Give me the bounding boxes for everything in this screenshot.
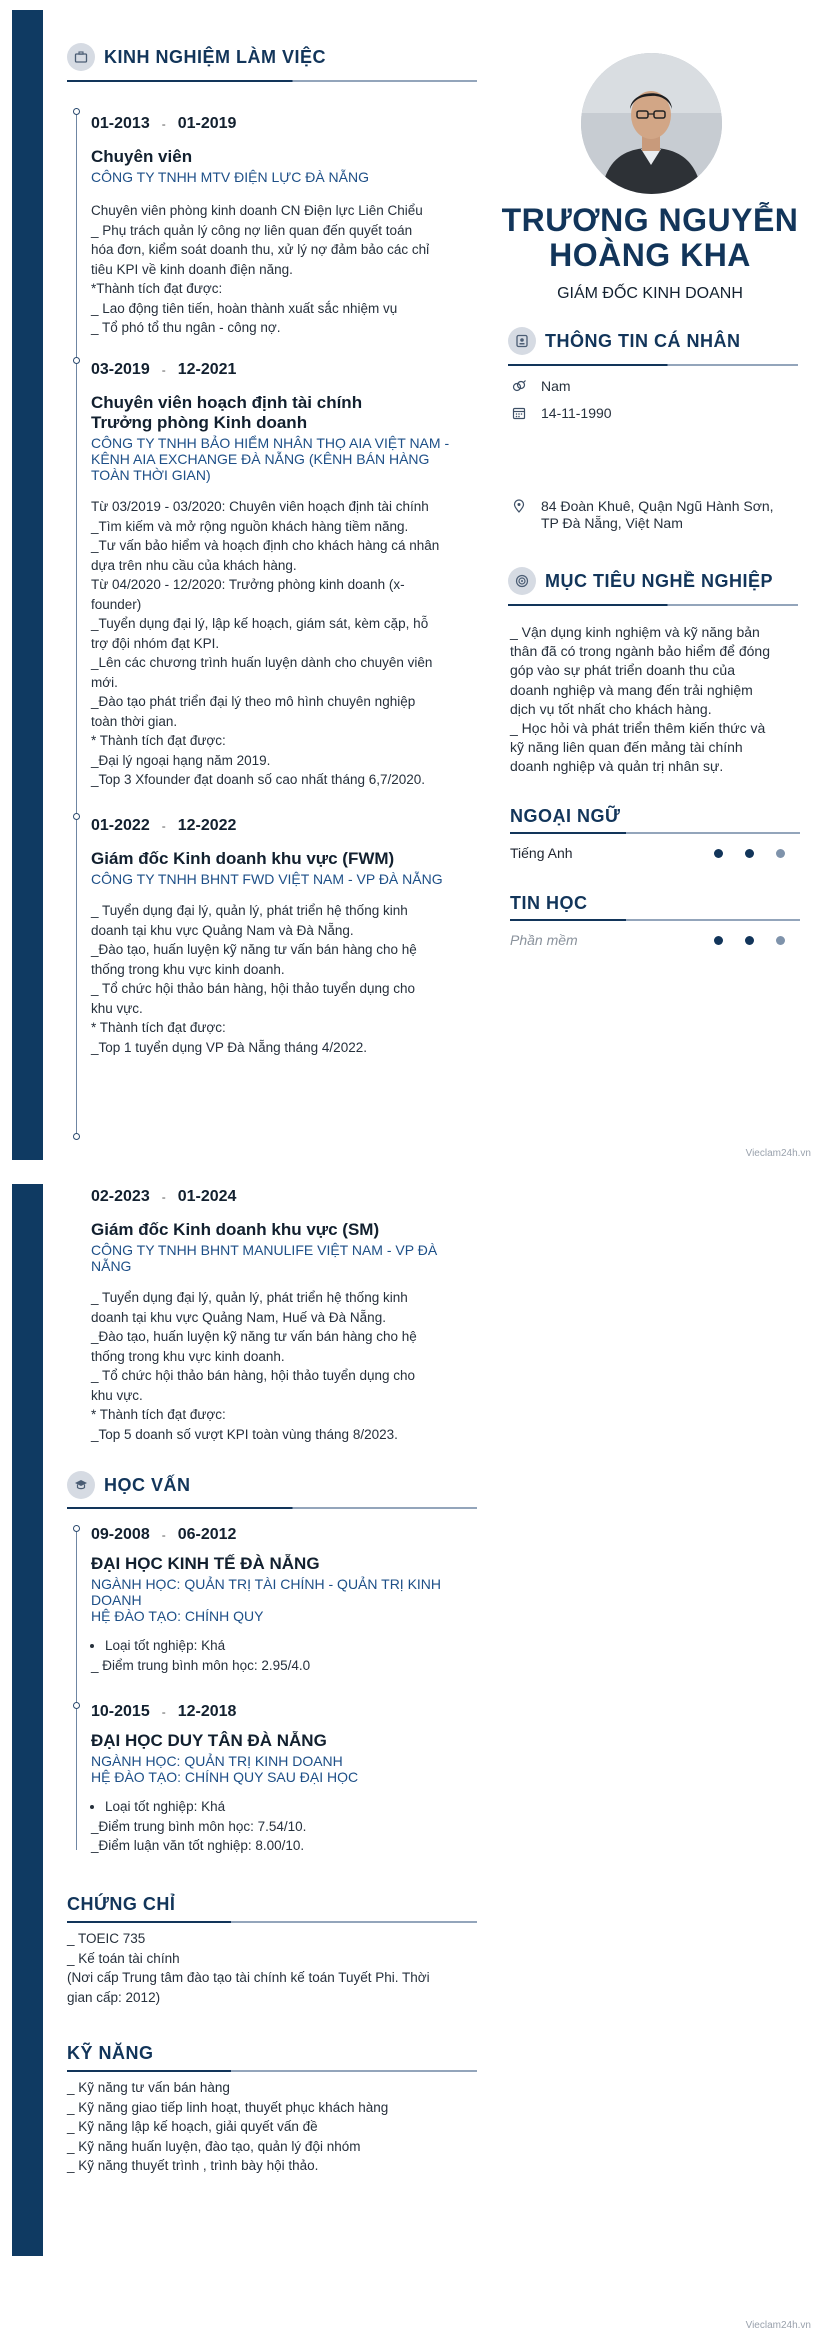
personal-info-heading: THÔNG TIN CÁ NHÂN [545, 330, 741, 351]
start-date: 02-2023 [91, 1188, 150, 1205]
experience-entry [91, 361, 481, 790]
major-info [91, 1576, 481, 1624]
watermark: Vieclam24h.vn [745, 2320, 811, 2331]
major-line: HỆ ĐÀO TẠO: CHÍNH QUY [91, 1608, 264, 1624]
school-name: ĐẠI HỌC DUY TÂN ĐÀ NẴNG [91, 1731, 327, 1750]
major-line: HỆ ĐÀO TẠO: CHÍNH QUY SAU ĐẠI HỌC [91, 1769, 359, 1785]
candidate-name [500, 203, 800, 273]
avatar [581, 53, 722, 194]
objective-heading: MỤC TIÊU NGHỀ NGHIỆP [545, 570, 774, 591]
end-date: 12-2018 [177, 1703, 237, 1720]
entry-dates: 01-2013 - 01-2019 [91, 115, 237, 132]
graduation-cap-icon [67, 1471, 95, 1499]
school-name: ĐẠI HỌC KINH TẾ ĐÀ NẴNG [91, 1554, 320, 1573]
certificate-line: _ TOEIC 735 [67, 1931, 146, 1946]
timeline-dot [73, 357, 80, 364]
gender-value: Nam [541, 378, 571, 394]
company-line: TOÀN THỜI GIAN) [91, 467, 211, 483]
desc-line: trợ đội nhóm đạt KPI. [91, 635, 220, 651]
certificate-line: gian cấp: 2012) [67, 1989, 161, 2005]
objective-text [510, 623, 800, 777]
end-date: 06-2012 [177, 1526, 237, 1543]
start-date: 01-2022 [91, 817, 150, 834]
desc-line: toàn thời gian. [91, 713, 178, 729]
certificates-list [67, 1929, 487, 2007]
detail-line: _ Điểm trung bình môn học: 2.95/4.0 [91, 1657, 311, 1673]
job-description [91, 901, 481, 1057]
major-line: NGÀNH HỌC: QUẢN TRỊ TÀI CHÍNH - QUẢN TRỊ KINH [91, 1576, 442, 1592]
certificates-underline [67, 1921, 477, 1923]
timeline-dot [73, 108, 80, 115]
experience-timeline [76, 108, 77, 1138]
desc-line: *Thành tích đạt được: [91, 281, 223, 296]
skills-heading: KỸ NĂNG [67, 2043, 154, 2063]
timeline-dot [73, 813, 80, 820]
skill-line: _ Kỹ năng thuyết trình , trình bày hội thảo. [67, 2158, 319, 2173]
desc-line: tiêu KPI về kinh doanh điện năng. [91, 261, 293, 277]
desc-line: doanh tại khu vực Quảng Nam, Huế và Đà Nẵng. [91, 1309, 386, 1325]
personal-info-header [508, 327, 741, 355]
language-level-dots [714, 849, 785, 858]
entry-dates: 02-2023 - 01-2024 [91, 1188, 237, 1205]
desc-line: _ Tuyển dụng đại lý, quản lý, phát triển hệ thống kinh [91, 903, 408, 918]
job-role [91, 849, 481, 869]
watermark: Vieclam24h.vn [745, 1148, 811, 1159]
entry-dates: 01-2022 - 12-2022 [91, 817, 237, 834]
language-item [510, 845, 800, 861]
address-line: TP Đà Nẵng, Việt Nam [541, 515, 683, 531]
job-role [91, 393, 481, 433]
objective-line: góp vào sự phát triển doanh thu của [510, 662, 735, 679]
desc-line: khu vực. [91, 1000, 143, 1016]
role-line: Trưởng phòng Kinh doanh [91, 413, 308, 432]
job-title: GIÁM ĐỐC KINH DOANH [557, 285, 743, 302]
company-line: CÔNG TY TNHH BHNT MANULIFE VIỆT NAM - VP ĐÀ [91, 1242, 438, 1258]
major-line: NGÀNH HỌC: QUẢN TRỊ KINH DOANH [91, 1753, 343, 1769]
certificate-line: (Nơi cấp Trung tâm đào tạo tài chính kế toán Tuyết Phi. Thời [67, 1970, 430, 1985]
level-dot-empty [776, 936, 785, 945]
level-dot-filled [714, 849, 723, 858]
desc-line: _Top 3 Xfounder đạt doanh số cao nhất tháng 6,7/2020. [91, 772, 426, 787]
location-pin-icon [512, 499, 526, 513]
language-name: Tiếng Anh [510, 845, 573, 861]
desc-line: _Đào tạo, huấn luyện kỹ năng tư vấn bán hàng cho hệ [91, 1329, 417, 1344]
it-item [510, 932, 800, 948]
desc-line: _Đào tạo phát triển đại lý theo mô hình chuyên nghiệp [91, 694, 416, 709]
desc-line: Từ 03/2019 - 03/2020: Chuyên viên hoạch định tài chính [91, 499, 429, 514]
start-date: 03-2019 [91, 361, 150, 378]
address-row [512, 498, 774, 532]
languages-heading: NGOẠI NGỮ [510, 806, 621, 826]
desc-line: founder) [91, 596, 142, 612]
birthday-value: 14-11-1990 [541, 405, 612, 421]
desc-line: _ Tổ chức hội thảo bán hàng, hội thảo tuyển dụng cho [91, 981, 416, 996]
birthday-row [512, 405, 612, 421]
desc-line: _Top 1 tuyển dụng VP Đà Nẵng tháng 4/2022. [91, 1039, 367, 1055]
desc-line: _Đại lý ngoại hạng năm 2019. [91, 752, 271, 768]
certificate-line: _ Kế toán tài chính [67, 1950, 180, 1966]
desc-line: thống trong khu vực kinh doanh. [91, 961, 285, 977]
left-accent-bar [12, 1184, 43, 2256]
experience-entry [91, 817, 481, 1057]
desc-line: _Top 5 doanh số vượt KPI toàn vùng tháng 8/2023. [91, 1426, 398, 1442]
gender-row [512, 378, 571, 394]
name-line: TRƯƠNG NGUYỄN [501, 202, 799, 238]
objective-line: thân đã có trong ngành bảo hiểm để đóng [510, 643, 770, 660]
it-underline [510, 919, 800, 921]
job-role [91, 1220, 481, 1240]
desc-line: _ Lao động tiên tiến, hoàn thành xuất sắc nhiệm vụ [91, 300, 398, 316]
objective-line: kỹ năng liên quan đến mảng tài chính [510, 739, 743, 756]
role-line: Giám đốc Kinh doanh khu vực (SM) [91, 1220, 380, 1239]
left-accent-bar [12, 10, 43, 1160]
education-timeline [76, 1525, 77, 1850]
company-line: CÔNG TY TNHH BHNT FWD VIỆT NAM - VP ĐÀ NẴNG [91, 871, 443, 887]
company-name [91, 435, 481, 483]
timeline-dot [73, 1702, 80, 1709]
company-name [91, 871, 481, 887]
company-name [91, 1242, 481, 1274]
desc-line: thống trong khu vực kinh doanh. [91, 1348, 285, 1364]
desc-line: hóa đơn, kiểm soát doanh thu, xử lý nợ đảm bảo các chỉ [91, 242, 430, 257]
desc-line: * Thành tích đạt được: [91, 1407, 226, 1422]
cv-page-2 [0, 1170, 827, 2340]
skill-line: _ Kỹ năng lập kế hoạch, giải quyết vấn đề [67, 2119, 318, 2134]
desc-line: mới. [91, 674, 118, 690]
education-header [67, 1471, 191, 1499]
objective-underline [508, 604, 798, 606]
desc-line: Từ 04/2020 - 12/2020: Trưởng phòng kinh doanh (x- [91, 577, 405, 592]
desc-line: _Tìm kiếm và mở rộng nguồn khách hàng tiềm năng. [91, 518, 409, 534]
job-description [91, 201, 481, 338]
personal-info-underline [508, 364, 798, 366]
start-date: 10-2015 [91, 1703, 150, 1720]
education-details [91, 1797, 481, 1856]
company-line: CÔNG TY TNHH BẢO HIỂM NHÂN THỌ AIA VIỆT NAM - [91, 435, 450, 451]
start-date: 09-2008 [91, 1526, 150, 1543]
desc-line: doanh tại khu vực Quảng Nam và Đà Nẵng. [91, 922, 354, 938]
entry-dates: 09-2008 - 06-2012 [91, 1526, 237, 1543]
major-info [91, 1753, 481, 1785]
gender-icon [512, 379, 526, 393]
grade-bullet: • Loại tốt nghiệp: Khá [105, 1636, 481, 1656]
level-dot-filled [714, 936, 723, 945]
address-line: 84 Đoàn Khuê, Quận Ngũ Hành Sơn, [541, 498, 774, 514]
role-line: Chuyên viên hoạch định tài chính [91, 393, 363, 412]
end-date: 12-2021 [177, 361, 237, 378]
start-date: 01-2013 [91, 115, 150, 132]
objective-line: doanh nghiệp và quản trị nhân sự. [510, 758, 724, 775]
address-value [541, 498, 774, 532]
end-date: 01-2019 [177, 115, 237, 132]
job-description [91, 1288, 481, 1444]
objective-line: doanh nghiệp và mang đến trải nghiệm [510, 681, 753, 698]
education-entry [91, 1703, 481, 1856]
grade-bullet: • Loại tốt nghiệp: Khá [105, 1797, 481, 1817]
education-entry [91, 1526, 481, 1675]
desc-line: _ Tuyển dụng đại lý, quản lý, phát triển hệ thống kinh [91, 1290, 408, 1305]
objective-line: _ Học hỏi và phát triển thêm kiến thức và [510, 720, 766, 737]
experience-underline [67, 80, 477, 82]
objective-line: dịch vụ tốt nhất cho khách hàng. [510, 700, 712, 717]
timeline-dot [73, 1133, 80, 1140]
it-level-dots [714, 936, 785, 945]
end-date: 12-2022 [177, 817, 237, 834]
role-line: Chuyên viên [91, 147, 193, 166]
job-role [91, 147, 481, 167]
timeline-dot [73, 1525, 80, 1532]
certificates-heading: CHỨNG CHỈ [67, 1894, 176, 1914]
desc-line: _Tư vấn bảo hiểm và hoạch định cho khách hàng cá nhân [91, 538, 440, 553]
education-heading: HỌC VẤN [104, 1474, 191, 1495]
company-line: KÊNH AIA EXCHANGE ĐÀ NẴNG (KÊNH BÁN HÀNG [91, 451, 430, 467]
level-dot-filled [745, 936, 754, 945]
desc-line: * Thành tích đạt được: [91, 733, 226, 748]
desc-line: Chuyên viên phòng kinh doanh CN Điện lực Liên Chiểu [91, 203, 423, 218]
company-line: NẴNG [91, 1258, 132, 1274]
desc-line: _Đào tạo, huấn luyện kỹ năng tư vấn bán hàng cho hệ [91, 942, 417, 957]
level-dot-filled [745, 849, 754, 858]
desc-line: khu vực. [91, 1387, 143, 1403]
skills-underline [67, 2070, 477, 2072]
major-line: DOANH [91, 1592, 142, 1608]
id-card-icon [508, 327, 536, 355]
experience-heading: KINH NGHIỆM LÀM VIỆC [104, 46, 327, 67]
role-line: Giám đốc Kinh doanh khu vực (FWM) [91, 849, 395, 868]
objective-line: _ Vận dụng kinh nghiệm và kỹ năng bản [510, 624, 760, 640]
education-underline [67, 1507, 477, 1509]
experience-entry [91, 115, 481, 338]
languages-underline [510, 832, 800, 834]
end-date: 01-2024 [177, 1188, 237, 1205]
desc-line: _ Tổ phó tổ thu ngân - công nợ. [91, 320, 281, 335]
desc-line: _Lên các chương trình huấn luyện dành cho chuyên viên [91, 655, 433, 670]
level-dot-empty [776, 849, 785, 858]
desc-line: _ Tổ chức hội thảo bán hàng, hội thảo tuyển dụng cho [91, 1368, 416, 1383]
briefcase-icon [67, 43, 95, 71]
experience-entry [91, 1188, 481, 1444]
skill-line: _ Kỹ năng giao tiếp linh hoạt, thuyết phục khách hàng [67, 2099, 389, 2115]
desc-line: * Thành tích đạt được: [91, 1020, 226, 1035]
detail-line: _Điểm luận văn tốt nghiệp: 8.00/10. [91, 1838, 305, 1853]
entry-dates: 10-2015 - 12-2018 [91, 1703, 237, 1720]
it-skill-name: Phần mềm [510, 932, 578, 948]
education-details [91, 1636, 481, 1675]
entry-dates: 03-2019 - 12-2021 [91, 361, 237, 378]
company-line: CÔNG TY TNHH MTV ĐIỆN LỰC ĐÀ NẴNG [91, 169, 369, 185]
desc-line: dựa trên nhu cầu của khách hàng. [91, 557, 297, 573]
experience-header [67, 43, 326, 71]
detail-line: _Điểm trung bình môn học: 7.54/10. [91, 1818, 307, 1834]
target-icon [508, 567, 536, 595]
it-heading: TIN HỌC [510, 893, 588, 913]
company-name [91, 169, 481, 185]
skill-line: _ Kỹ năng tư vấn bán hàng [67, 2080, 230, 2095]
skills-list [67, 2078, 487, 2176]
skill-line: _ Kỹ năng huấn luyện, đào tạo, quản lý đội nhóm [67, 2138, 361, 2154]
desc-line: _Tuyển dụng đại lý, lập kế hoạch, giám sát, kèm cặp, hỗ [91, 616, 429, 631]
calendar-icon [512, 406, 526, 420]
name-line: HOÀNG KHA [549, 237, 751, 273]
job-description [91, 497, 481, 790]
desc-line: _ Phụ trách quản lý công nợ liên quan đến quyết toán [91, 222, 413, 238]
objective-header [508, 567, 773, 595]
